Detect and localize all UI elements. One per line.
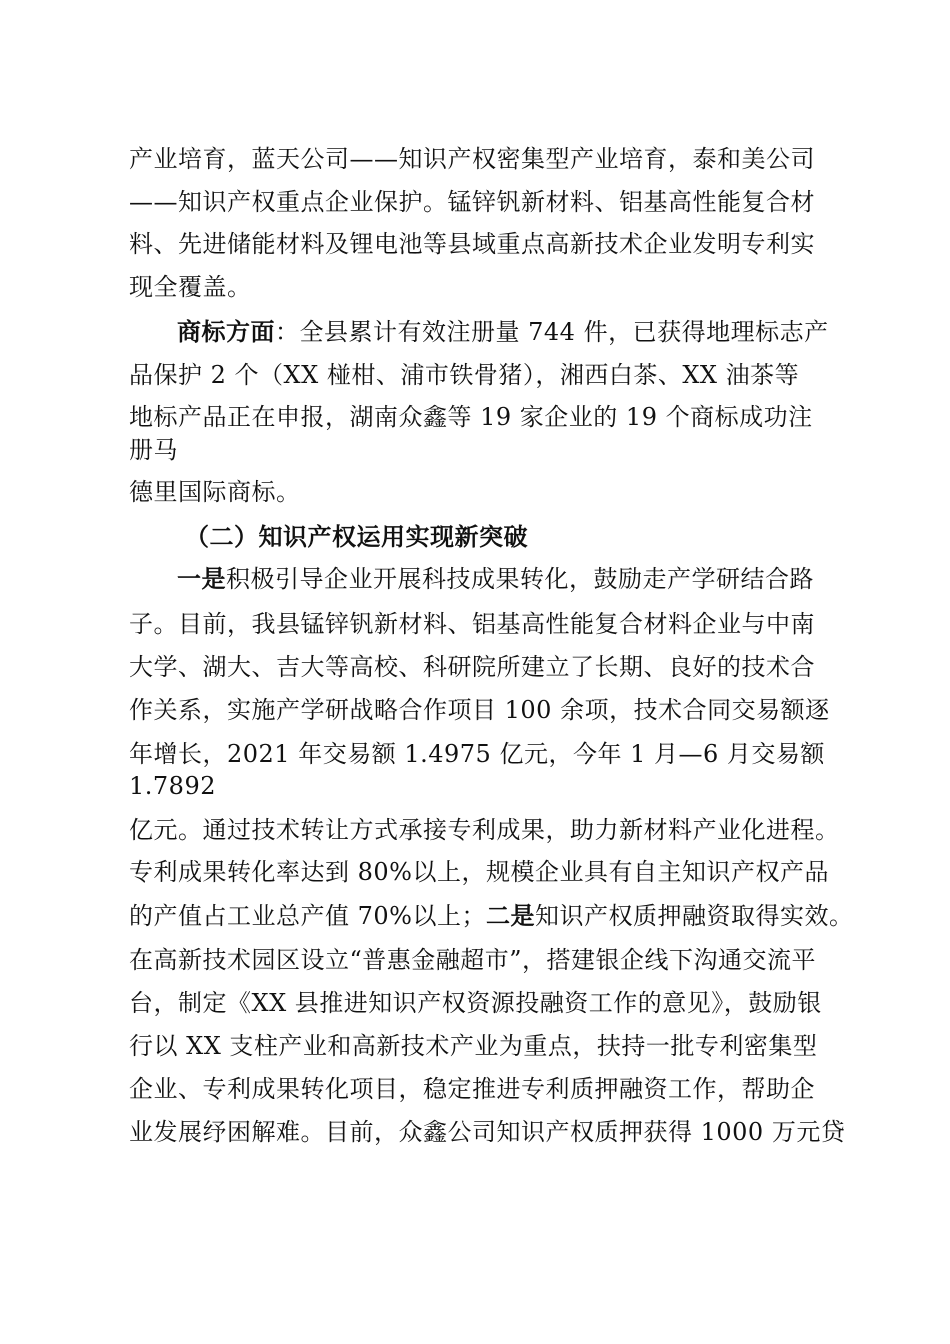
paragraph-line: 大学、湖大、吉大等高校、科研院所建立了长期、良好的技术合 [129, 653, 815, 681]
paragraph-line: ——知识产权重点企业保护。锰锌钒新材料、铝基高性能复合材 [129, 188, 815, 216]
paragraph-line: 产业培育，蓝天公司——知识产权密集型产业培育，泰和美公司 [129, 145, 815, 173]
paragraph-line-trademark [177, 316, 892, 348]
paragraph-line: 作关系，实施产学研战略合作项目 100 余项，技术合同交易额逐 [129, 696, 830, 724]
paragraph-line: 现全覆盖。 [129, 273, 252, 301]
paragraph-line: 亿元。通过技术转让方式承接专利成果，助力新材料产业化进程。 [129, 816, 840, 844]
paragraph-text: 积极引导企业开展科技成果转化，鼓励走产学研结合路 [226, 565, 814, 593]
paragraph-text: ：全县累计有效注册量 744 件，已获得地理标志产 [275, 318, 829, 346]
bold-lead-text: 二是 [485, 902, 535, 930]
paragraph-line: 子。目前，我县锰锌钒新材料、铝基高性能复合材料企业与中南 [129, 610, 815, 638]
paragraph-line: 料、先进储能材料及锂电池等县域重点高新技术企业发明专利实 [129, 230, 815, 258]
paragraph-line: 行以 XX 支柱产业和高新技术产业为重点，扶持一批专利密集型 [129, 1032, 818, 1060]
paragraph-line: 专利成果转化率达到 80%以上，规模企业具有自主知识产权产品 [129, 858, 829, 886]
section-heading: （二）知识产权运用实现新突破 [185, 523, 528, 551]
bold-lead-text: 一是 [177, 565, 226, 593]
paragraph-line: 年增长，2021 年交易额 1.4975 亿元，今年 1 月—6 月交易额 [129, 740, 825, 768]
paragraph-line: 德里国际商标。 [129, 478, 301, 506]
paragraph-line: 台，制定《XX 县推进知识产权资源投融资工作的意见》，鼓励银 [129, 989, 822, 1017]
paragraph-line: 品保护 2 个（XX 椪柑、浦市铁骨猪），湘西白茶、XX 油茶等 [129, 361, 800, 389]
paragraph-line: 在高新技术园区设立“普惠金融超市”，搭建银企线下沟通交流平 [129, 946, 817, 974]
paragraph-line: 地标产品正在申报，湖南众鑫等 19 家企业的 19 个商标成功注 [129, 403, 813, 431]
paragraph-line: 企业、专利成果转化项目，稳定推进专利质押融资工作，帮助企 [129, 1075, 815, 1103]
paragraph-text: 的产值占工业总产值 70%以上； [129, 902, 486, 930]
paragraph-line: 册马 [129, 436, 178, 464]
paragraph-text: 知识产权质押融资取得实效。 [534, 902, 854, 930]
paragraph-line-first-point [177, 563, 892, 595]
paragraph-line: 业发展纾困解难。目前，众鑫公司知识产权质押获得 1000 万元贷 [129, 1118, 846, 1146]
paragraph-line: 1.7892 [129, 772, 216, 800]
bold-lead-text: 商标方面 [177, 318, 275, 346]
paragraph-line-second-point [129, 900, 854, 932]
